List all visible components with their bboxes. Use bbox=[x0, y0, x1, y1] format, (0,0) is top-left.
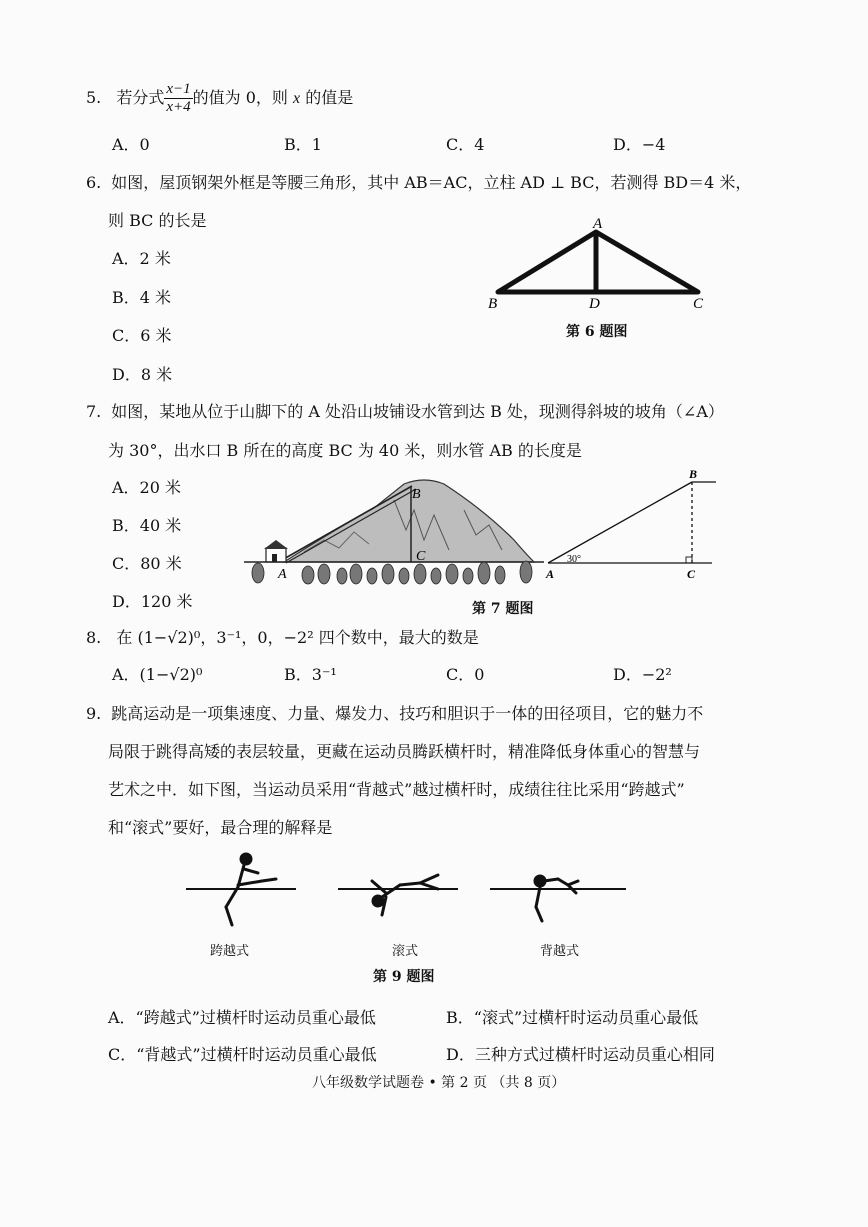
q5-stem: 5. 若分式 $\frac{x-1}{x+4}$ 的值为 0，则 x 的值是 bbox=[86, 81, 354, 115]
q6-stem-line2: 则 BC 的长是 bbox=[108, 211, 207, 230]
style-label-scissors: 跨越式 bbox=[210, 944, 250, 959]
q6-stem-line1: 6. 如图，屋顶钢架外框是等腰三角形，其中 AB＝AC，立柱 AD ⊥ BC，若测得 BD＝4 米， bbox=[86, 173, 752, 192]
diagram-label-a: A bbox=[546, 567, 555, 581]
q8-option-a: A．(1−√2)⁰ bbox=[112, 665, 203, 684]
diagram-label-b: B bbox=[689, 468, 698, 481]
q7-option-b: B．40 米 bbox=[112, 516, 182, 535]
right-angle-mark bbox=[686, 557, 692, 563]
q9-option-b: B．“滚式”过横杆时运动员重心最低 bbox=[446, 1008, 699, 1027]
q6-option-b: B．4 米 bbox=[112, 288, 172, 307]
q8-option-d: D．−2² bbox=[613, 665, 672, 684]
q7-option-a: A．20 米 bbox=[112, 478, 182, 497]
style-label-fosbury: 背越式 bbox=[540, 944, 580, 959]
q9-option-d: D．三种方式过横杆时运动员重心相同 bbox=[446, 1045, 715, 1064]
trees bbox=[252, 561, 532, 584]
picture-label-b: B bbox=[412, 487, 421, 502]
q7-triangle-diagram bbox=[540, 468, 725, 583]
q9-stem-line2: 局限于跳得高矮的表层较量，更藏在运动员腾跃横杆时，精准降低身体重心的智慧与 bbox=[108, 742, 701, 761]
q9-stem-line3: 艺术之中．如下图，当运动员采用“背越式”越过横杆时，成绩往往比采用“跨越式” bbox=[108, 780, 685, 799]
q8-option-b: B．3⁻¹ bbox=[284, 665, 337, 684]
q7-stem-line2: 为 30°，出水口 B 所在的高度 BC 为 40 米，则水管 AB 的长度是 bbox=[108, 441, 582, 460]
slope-line bbox=[548, 482, 692, 563]
style-label-roll: 滚式 bbox=[392, 944, 419, 959]
q5-fraction: $\frac{x-1}{x+4}$ bbox=[166, 81, 191, 115]
q7-caption: 第 7 题图 bbox=[472, 601, 534, 617]
page-footer: 八年级数学试题卷 • 第 2 页 （共 8 页） bbox=[312, 1075, 566, 1091]
picture-label-a: A bbox=[278, 567, 287, 582]
label-d: D bbox=[589, 296, 600, 312]
q5-option-d: D．−4 bbox=[613, 135, 666, 154]
label-c: C bbox=[693, 296, 704, 312]
q7-option-c: C．80 米 bbox=[112, 554, 182, 573]
q6-caption: 第 6 题图 bbox=[566, 324, 628, 340]
q9-figure bbox=[186, 845, 632, 930]
q8-stem: 8. 在 (1−√2)⁰，3⁻¹，0，−2² 四个数中，最大的数是 bbox=[86, 628, 479, 647]
picture-label-c: C bbox=[416, 549, 426, 564]
q6-option-a: A．2 米 bbox=[112, 249, 171, 268]
q9-option-a: A．“跨越式”过横杆时运动员重心最低 bbox=[108, 1008, 376, 1027]
label-b: B bbox=[488, 296, 498, 312]
athlete-roll bbox=[372, 875, 438, 915]
diagram-label-c: C bbox=[687, 567, 696, 581]
q5-option-c: C．4 bbox=[446, 135, 485, 154]
label-a: A bbox=[593, 216, 603, 232]
house-roof bbox=[264, 540, 288, 549]
q7-option-d: D．120 米 bbox=[112, 592, 193, 611]
q5-option-a: A．0 bbox=[112, 135, 150, 154]
athlete-fosbury bbox=[535, 876, 578, 921]
q6-option-c: C．6 米 bbox=[112, 326, 172, 345]
q9-caption: 第 9 题图 bbox=[373, 969, 435, 985]
q7-stem-line1: 7. 如图，某地从位于山脚下的 A 处沿山坡铺设水管到达 B 处，现测得斜坡的坡角（∠A） bbox=[86, 402, 724, 421]
q8-option-c: C．0 bbox=[446, 665, 485, 684]
q9-option-c: C．“背越式”过横杆时运动员重心最低 bbox=[108, 1045, 377, 1064]
angle-label: 30° bbox=[567, 554, 581, 565]
q7-mountain-picture bbox=[244, 470, 544, 595]
q6-option-d: D．8 米 bbox=[112, 365, 173, 384]
q5-option-b: B．1 bbox=[284, 135, 322, 154]
q9-stem-line1: 9. 跳高运动是一项集速度、力量、爆发力、技巧和胆识于一体的田径项目，它的魅力不 bbox=[86, 704, 704, 723]
q9-stem-line4: 和“滚式”要好，最合理的解释是 bbox=[108, 818, 333, 837]
